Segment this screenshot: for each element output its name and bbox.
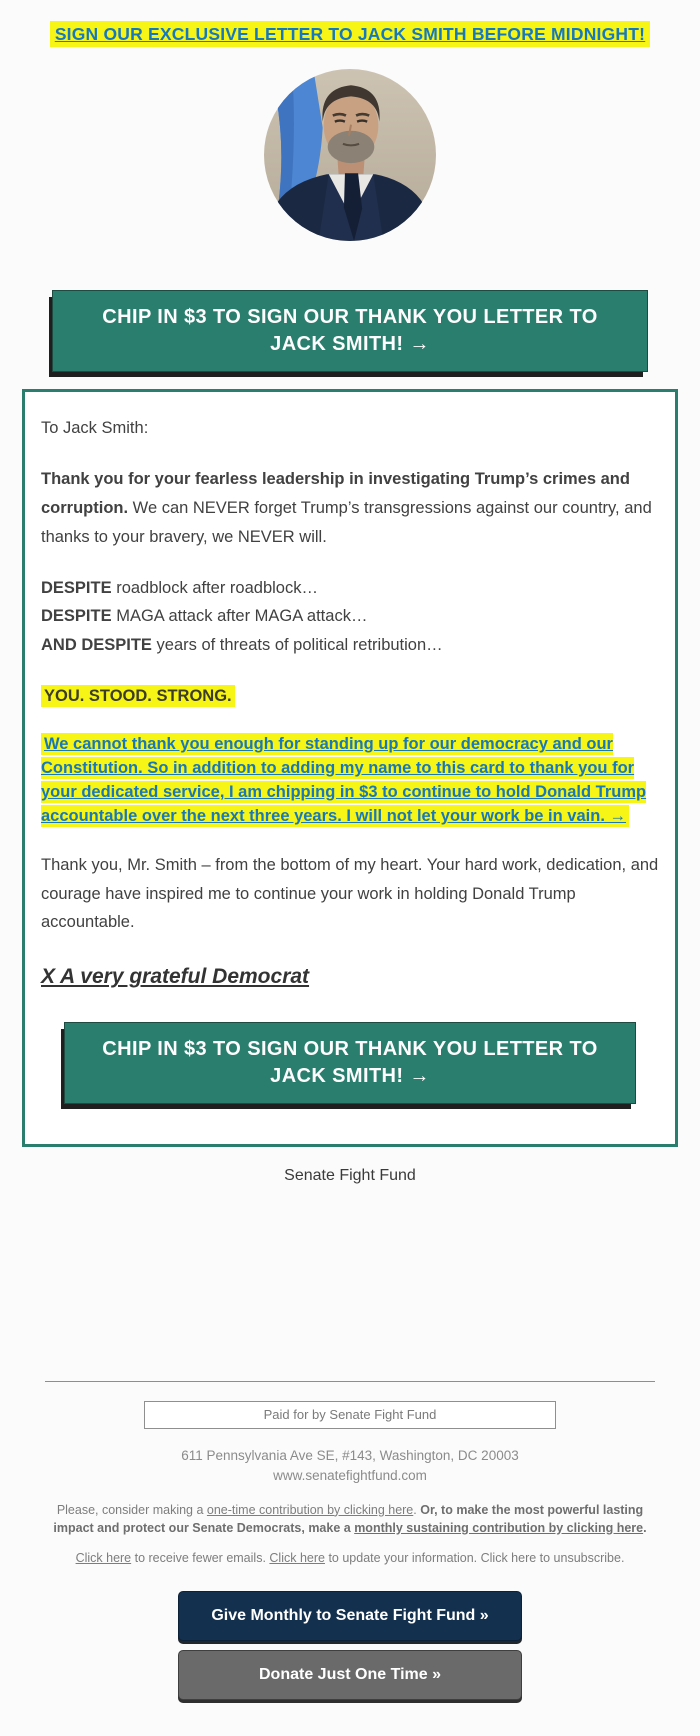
chip-in-button-bottom[interactable]: CHIP IN $3 TO SIGN OUR THANK YOU LETTER TO JACK SMITH! → — [64, 1022, 636, 1104]
despite-rest: MAGA attack after MAGA attack… — [111, 607, 368, 626]
address-block — [0, 1446, 700, 1487]
footer-text: . — [643, 1520, 647, 1535]
headline-link[interactable]: SIGN OUR EXCLUSIVE LETTER TO JACK SMITH BEFORE MIDNIGHT! — [50, 21, 650, 47]
spacer — [0, 1185, 700, 1381]
signature-line: X A very grateful Democrat — [41, 965, 310, 989]
org-name: Senate Fight Fund — [284, 1167, 416, 1185]
donate-link-paragraph[interactable]: We cannot thank you enough for standing up for our democracy and our Constitution. So in addition to adding my name to this card to thank you for your dedicated service, I am chipping in $3 to continue to hold Donald Trump accountable over the next three years. I will not let your work be in vain. → — [41, 735, 647, 825]
footer-link[interactable]: Click here — [269, 1550, 325, 1565]
donate-one-time-button[interactable]: Donate Just One Time » — [178, 1650, 522, 1700]
footer-text: . — [413, 1502, 421, 1517]
letter-paragraph-3: Thank you, Mr. Smith – from the bottom of my heart. Your hard work, dedication, and courage have inspired me to continue your work in holding Donald Trump accountable. — [41, 855, 659, 932]
letter-paragraph-1 — [41, 465, 659, 552]
despite-lines — [41, 574, 659, 661]
footer-text: to update your information. Click here to unsubscribe. — [324, 1550, 625, 1565]
portrait-row — [0, 69, 700, 246]
jack-smith-photo — [264, 69, 436, 241]
letter-salutation: To Jack Smith: — [41, 419, 149, 437]
letter-paragraph-1-bold: Thank you for your fearless leadership in investigating Trump’s crimes and corruption. — [41, 469, 630, 517]
letter-card — [22, 389, 678, 1147]
address-line: 611 Pennsylvania Ave SE, #143, Washington, DC 20003 — [181, 1448, 519, 1464]
footer-text: Please, consider making a — [56, 1502, 207, 1517]
paid-for-box: Paid for by Senate Fight Fund — [144, 1401, 556, 1429]
email-preferences-line — [30, 1551, 670, 1565]
contribution-disclaimer — [46, 1501, 654, 1537]
despite-rest: roadblock after roadblock… — [111, 578, 318, 597]
letter-paragraph-1-rest: We can NEVER forget Trump’s transgressions against our country, and thanks to your bravery, we NEVER will. — [41, 498, 652, 546]
despite-bold: DESPITE — [41, 607, 112, 626]
despite-rest: years of threats of political retribution… — [151, 636, 443, 655]
you-stood-strong-highlight: YOU. STOOD. STRONG. — [41, 685, 235, 707]
donate-link-paragraph-row — [41, 733, 659, 829]
website-line: www.senatefightfund.com — [273, 1468, 427, 1484]
give-monthly-button[interactable]: Give Monthly to Senate Fight Fund » — [178, 1591, 522, 1641]
footer-divider — [45, 1381, 655, 1382]
footer-link[interactable]: Click here — [75, 1550, 132, 1565]
headline-row — [0, 24, 700, 45]
chip-in-button-top[interactable]: CHIP IN $3 TO SIGN OUR THANK YOU LETTER TO JACK SMITH! → — [52, 290, 648, 372]
highlight-row — [41, 682, 659, 711]
footer-text: Or, to make the most powerful lasting impact and protect our Senate Democrats, make a — [53, 1502, 644, 1535]
despite-bold: AND DESPITE — [41, 636, 152, 655]
footer-link[interactable]: one-time contribution by clicking here — [206, 1502, 414, 1517]
despite-bold: DESPITE — [41, 578, 112, 597]
footer-text: to receive fewer emails. — [131, 1550, 270, 1565]
bottom-padding — [0, 1700, 700, 1736]
footer-link[interactable]: monthly sustaining contribution by clicking here — [354, 1520, 644, 1535]
